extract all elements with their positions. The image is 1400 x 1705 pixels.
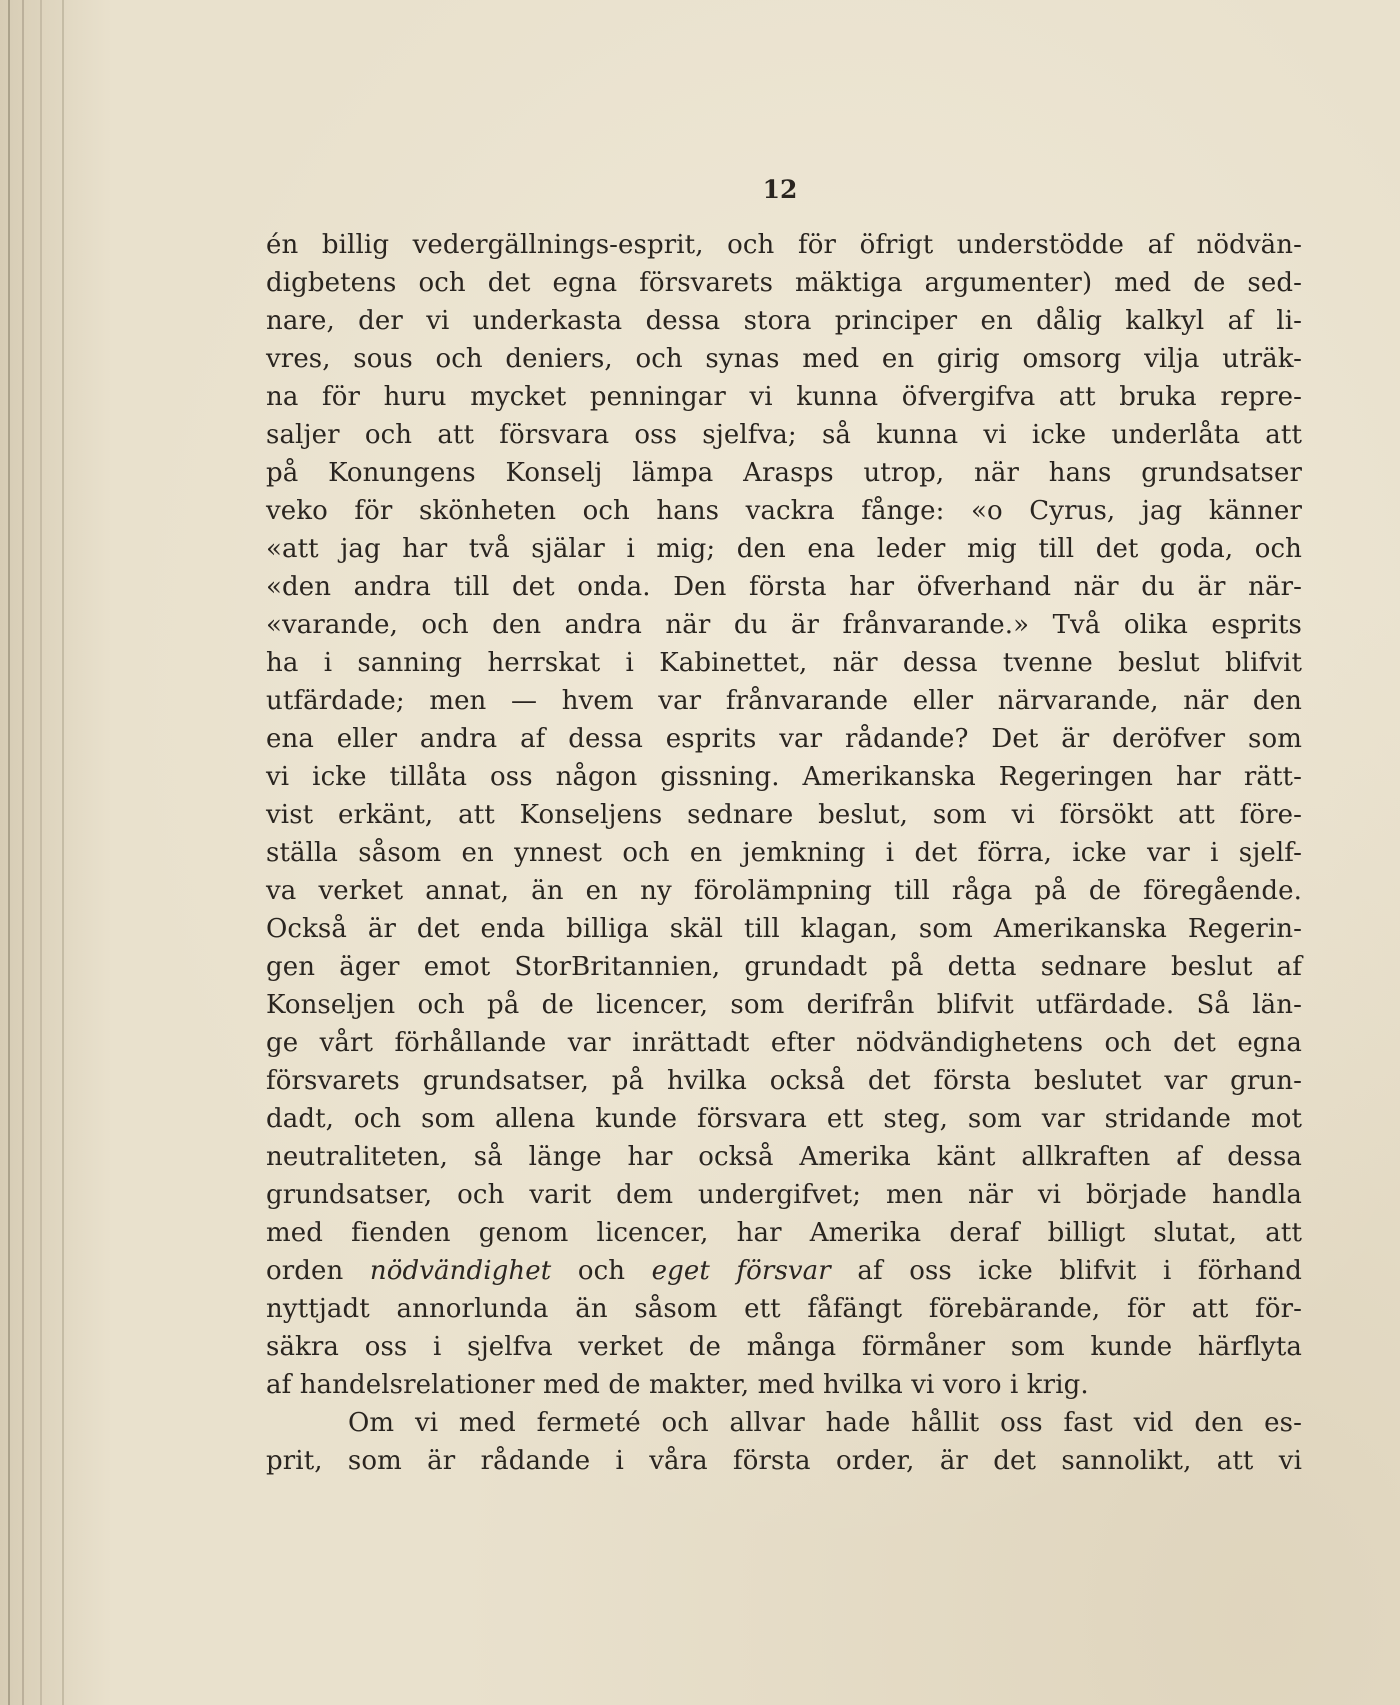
text-line: «att jag har två själar i mig; den ena leder mig till det goda, och: [266, 534, 1302, 564]
page-edge-line: [22, 0, 24, 1705]
text-line-with-emphasis: [266, 1252, 1302, 1290]
page-edge-binding: [0, 0, 90, 1705]
text-line: ena eller andra af dessa esprits var rådande? Det är deröfver som: [266, 724, 1302, 754]
text-line: én billig vedergällnings-esprit, och för öfrigt understödde af nödvän-: [266, 230, 1302, 260]
text-line: med fienden genom licencer, har Amerika deraf billigt slutat, att: [266, 1218, 1302, 1248]
paragraph: [266, 1404, 1302, 1480]
text-line: Också är det enda billiga skäl till klagan, som Amerikanska Regerin-: [266, 914, 1302, 944]
text-line: säkra oss i sjelfva verket de många förmåner som kunde härflyta: [266, 1332, 1302, 1362]
text-line: nare, der vi underkasta dessa stora principer en dålig kalkyl af li-: [266, 306, 1302, 336]
text-line: utfärdade; men — hvem var frånvarande eller närvarande, när den: [266, 686, 1302, 716]
text-line: vres, sous och deniers, och synas med en girig omsorg vilja uträk-: [266, 344, 1302, 374]
text-line: vist erkänt, att Konseljens sednare beslut, som vi försökt att före-: [266, 800, 1302, 830]
text-line: af handelsrelationer med de makter, med hvilka vi voro i krig.: [266, 1370, 1089, 1400]
text-line: Konseljen och på de licencer, som derifrån blifvit utfärdade. Så län-: [266, 990, 1302, 1020]
page-edge-line: [8, 0, 10, 1705]
text-line: ställa såsom en ynnest och en jemkning i det förra, icke var i sjelf-: [266, 838, 1302, 868]
document-body: [266, 226, 1302, 1480]
text-line: prit, som är rådande i våra första order, är det sannolikt, att vi: [266, 1446, 1302, 1476]
emphasis-text: eget försvar: [651, 1256, 831, 1286]
text-line: ha i sanning herrskat i Kabinettet, när dessa tvenne beslut blifvit: [266, 648, 1302, 678]
page-edge-line: [62, 0, 64, 1705]
text-line: neutraliteten, så länge har också Amerika känt allkraften af dessa: [266, 1142, 1302, 1172]
text-line: digbetens och det egna försvarets mäktiga argumenter) med de sed-: [266, 268, 1302, 298]
text-line: va verket annat, än en ny förolämpning till råga på de föregående.: [266, 876, 1302, 906]
text-run: af oss icke blifvit i förhand: [857, 1256, 1302, 1286]
paragraph: [266, 226, 1302, 1404]
page-number: 12: [762, 175, 798, 204]
text-line: ge vårt förhållande var inrättadt efter nödvändighetens och det egna: [266, 1028, 1302, 1058]
text-line: försvarets grundsatser, på hvilka också det första beslutet var grun-: [266, 1066, 1302, 1096]
text-line: «den andra till det onda. Den första har öfverhand när du är när-: [266, 572, 1302, 602]
page-edge-line: [40, 0, 42, 1705]
text-line: dadt, och som allena kunde försvara ett steg, som var stridande mot: [266, 1104, 1302, 1134]
text-line: grundsatser, och varit dem undergifvet; men när vi började handla: [266, 1180, 1302, 1210]
text-run: och: [577, 1256, 626, 1286]
emphasis-text: nödvändighet: [369, 1256, 552, 1286]
text-line: saljer och att försvara oss sjelfva; så kunna vi icke underlåta att: [266, 420, 1302, 450]
text-run: orden: [266, 1256, 344, 1286]
text-line: Om vi med fermeté och allvar hade hållit oss fast vid den es-: [348, 1408, 1302, 1438]
text-line: på Konungens Konselj lämpa Arasps utrop, när hans grundsatser: [266, 458, 1302, 488]
text-line: na för huru mycket penningar vi kunna öfvergifva att bruka repre-: [266, 382, 1302, 412]
text-line: vi icke tillåta oss någon gissning. Amerikanska Regeringen har rätt-: [266, 762, 1302, 792]
text-line: veko för skönheten och hans vackra fånge: «o Cyrus, jag känner: [266, 496, 1302, 526]
text-line: nyttjadt annorlunda än såsom ett fåfängt förebärande, för att för-: [266, 1294, 1302, 1324]
text-line: «varande, och den andra när du är frånvarande.» Två olika esprits: [266, 610, 1302, 640]
text-line: gen äger emot StorBritannien, grundadt på detta sednare beslut af: [266, 952, 1302, 982]
